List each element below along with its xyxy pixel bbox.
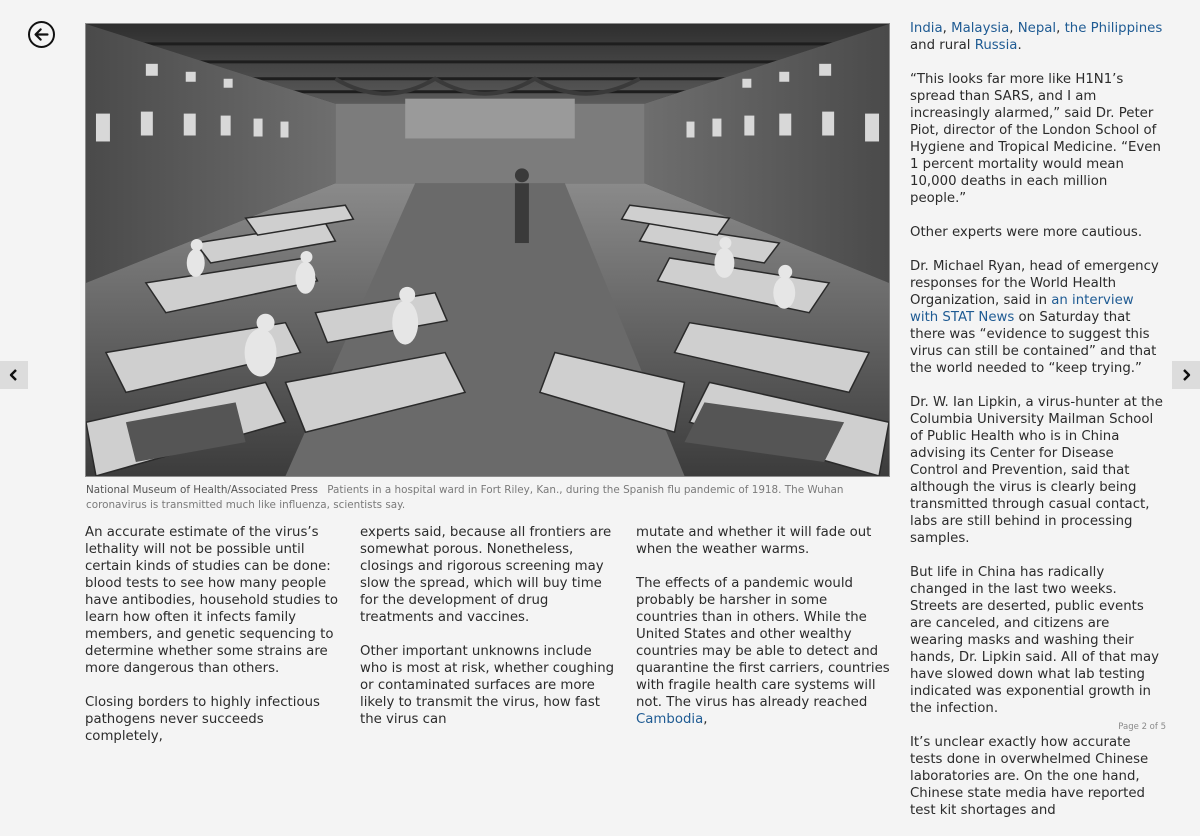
page-indicator: Page 2 of 5 xyxy=(1118,722,1166,732)
paragraph: Dr. W. Ian Lipkin, a virus-hunter at the Columbia University Mailman School of Public Health who is in China advising its Center for Disease Control and Prevention, said that although the virus is clearly being transmitted through casual contact, labs are still behind in processing samples. xyxy=(910,395,1163,546)
separator: , xyxy=(942,21,952,36)
arrow-left-icon xyxy=(33,26,50,43)
previous-page-button[interactable] xyxy=(0,361,28,389)
article-column-2 xyxy=(360,524,615,745)
paragraph: “This looks far more like H1N1’s spread than SARS, and I am increasingly alarmed,” said Dr. Peter Piot, director of the London School of Hygiene and Tropical Medicine. “Even 1 percent mortality would mean 10,000 deaths in each million people.” xyxy=(910,72,1161,206)
separator: , xyxy=(1056,21,1065,36)
article-photo xyxy=(85,23,890,477)
chevron-right-icon xyxy=(1181,369,1191,381)
paragraph: But life in China has radically changed in the last two weeks. Streets are deserted, public events are canceled, and citizens are wearing masks and washing their hands, Dr. Lipkin said. All of that may have slowed down what lab testing indicated was exponential growth in the infection. xyxy=(910,565,1159,716)
article-column-3 xyxy=(636,524,892,745)
link-india[interactable]: India xyxy=(910,21,943,36)
paragraph: An accurate estimate of the virus’s lethality will not be possible until certain kinds of studies can be done: blood tests to see how many people have antibodies, household studies to learn how often it infects family members, and genetic sequencing to determine whether some strains are more dangerous than others. xyxy=(85,525,339,676)
paragraph: Other experts were more cautious. xyxy=(910,225,1143,240)
link-cambodia[interactable]: Cambodia xyxy=(636,712,704,727)
paragraph-text: Dr. Michael Ryan, head of emergency responses for the World Health Organization, said in xyxy=(910,259,1159,308)
link-russia[interactable]: Russia xyxy=(974,38,1018,53)
caption-text: Patients in a hospital ward in Fort Riley, Kan., during the Spanish flu pandemic of 1918. The Wuhan coronavirus is transmitted much like influenza, scientists say. xyxy=(86,484,844,511)
paragraph-text: on Saturday that there was “evidence to suggest this virus can still be contained” and that the world needed to “keep trying.” xyxy=(910,310,1157,376)
chevron-left-icon xyxy=(9,369,19,381)
paragraph: mutate and whether it will fade out when the weather warms. xyxy=(636,525,872,557)
paragraph: Other important unknowns include who is most at risk, whether coughing or contaminated surfaces are more likely to transmit the virus, how fast the virus can xyxy=(360,644,615,727)
paragraph-text: and rural xyxy=(910,38,975,53)
paragraph: Closing borders to highly infectious pathogens never succeeds completely, xyxy=(85,695,320,744)
punctuation: . xyxy=(1017,38,1022,53)
paragraph: experts said, because all frontiers are somewhat porous. Nonetheless, closings and rigorous screening may slow the spread, which will buy time for the development of drug treatments and vaccines. xyxy=(360,525,612,625)
paragraph xyxy=(910,20,1165,54)
paragraph: It’s unclear exactly how accurate tests done in overwhelmed Chinese laboratories are. On the one hand, Chinese state media have reported test kit shortages and xyxy=(910,735,1149,818)
link-philippines[interactable]: the Philippines xyxy=(1064,21,1163,36)
link-nepal[interactable]: Nepal xyxy=(1017,21,1057,36)
next-page-button[interactable] xyxy=(1172,361,1200,389)
article-column-4 xyxy=(910,20,1165,836)
link-stat-news-interview[interactable]: an interview with STAT News xyxy=(910,293,1134,325)
separator: , xyxy=(1009,21,1018,36)
paragraph xyxy=(910,258,1165,377)
paragraph-text: The effects of a pandemic would probably be harsher in some countries than in others. While the United States and other wealthy countries may be able to detect and quarantine the first carriers, countries with fragile health care systems will not. The virus has already reached xyxy=(636,576,890,710)
paragraph xyxy=(636,575,892,728)
article-column-1 xyxy=(85,524,340,762)
photo-caption xyxy=(86,483,886,513)
photo-credit: National Museum of Health/Associated Press xyxy=(86,484,318,496)
back-button[interactable] xyxy=(28,21,55,48)
punctuation: , xyxy=(703,712,708,727)
link-malaysia[interactable]: Malaysia xyxy=(951,21,1010,36)
